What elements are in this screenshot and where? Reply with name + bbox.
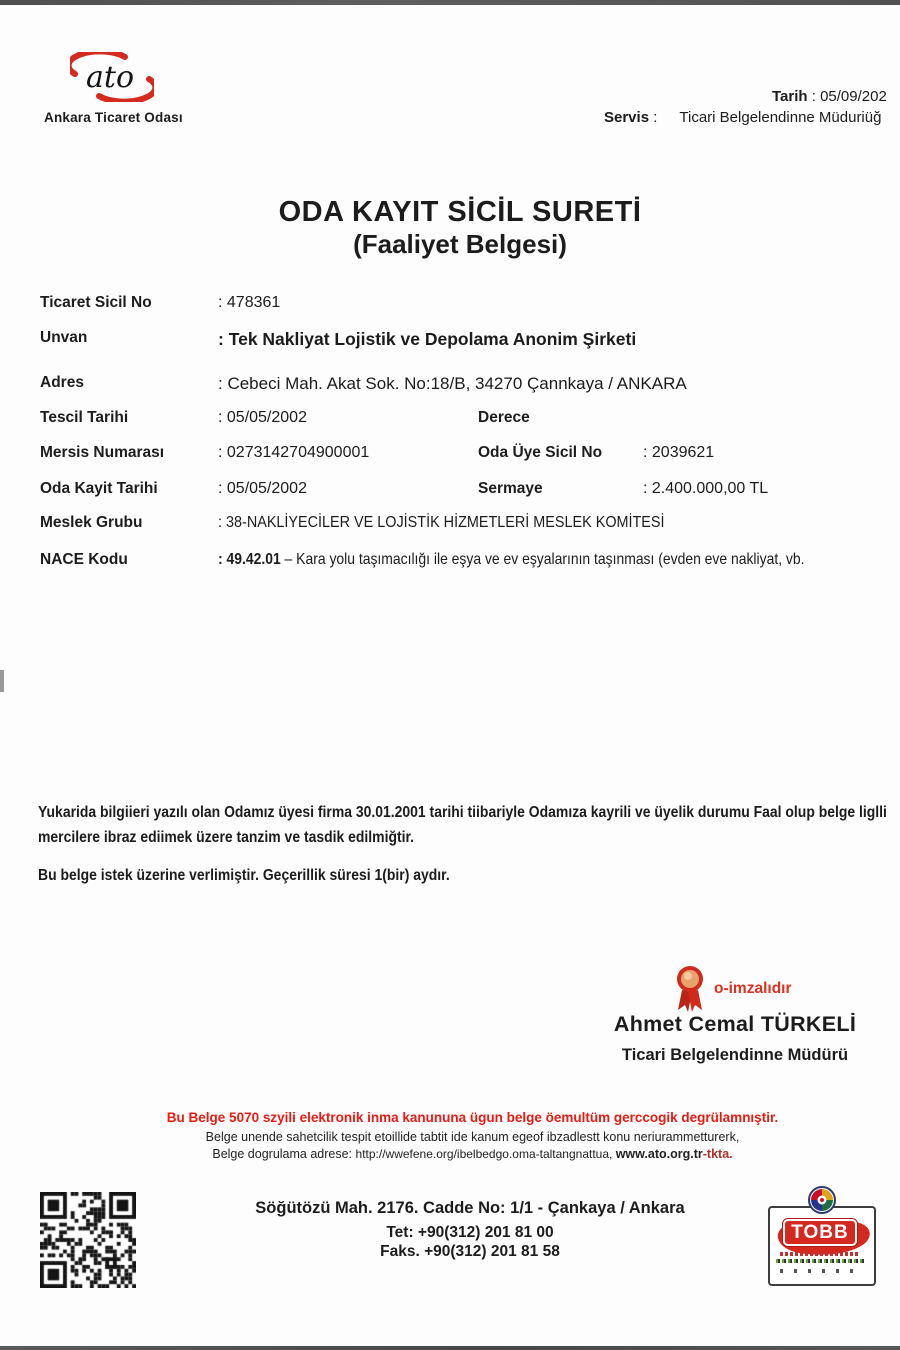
field-label-2: Sermaye bbox=[478, 480, 543, 497]
nace-code: : 49.42.01 bbox=[218, 551, 281, 568]
date-label: Tarih bbox=[772, 88, 808, 105]
signatory-title: Ticari Belgelendinne Müdürü bbox=[621, 1046, 849, 1064]
field-label: NACE Kodu bbox=[40, 551, 128, 568]
red-ribbon-seal-icon bbox=[672, 964, 708, 1014]
qr-code bbox=[40, 1192, 136, 1288]
field-label: Unvan bbox=[40, 329, 88, 346]
field-label-2: Oda Üye Sicil No bbox=[478, 444, 603, 461]
field-label: Adres bbox=[40, 374, 84, 391]
ato-logo-text: ato bbox=[86, 60, 135, 95]
field-value: : 38-NAKLİYECİLER VE LOJİSTİK HİZMETLERİ MESLEK KOMİTESİ bbox=[218, 514, 665, 531]
service-value: Ticari Belgelendinne Müduriüğ bbox=[679, 109, 882, 126]
field-row-tescil-tarihi bbox=[0, 409, 900, 433]
service-line bbox=[604, 109, 881, 126]
field-label: Oda Kayit Tarihi bbox=[40, 480, 158, 497]
document-title: ODA KAYIT SİCİL SURETİ bbox=[278, 196, 642, 228]
verification-prefix: Belge dogrulama adrese: bbox=[212, 1147, 356, 1161]
footer-fax: Faks. +90(312) 201 81 58 bbox=[380, 1243, 560, 1260]
disclaimer-line-2: Belge unende sahetcilik tespit etoillide tabtit ide kanum egeof ibzadlestt konu neriurammetturerk, bbox=[205, 1130, 740, 1144]
nace-description: – Kara yolu taşımacılığı ile eşya ve ev eşyalarının taşınması (evden eve nakliyat, vb. bbox=[280, 551, 805, 568]
field-row-oda-kayit-tarihi bbox=[0, 480, 900, 504]
field-value: : 478361 bbox=[218, 294, 281, 311]
field-value-2: : 2.400.000,00 TL bbox=[643, 480, 769, 497]
field-row-meslek-grubu bbox=[0, 514, 900, 538]
field-row-nace-kodu bbox=[0, 551, 900, 575]
scan-bottom-edge-bar bbox=[0, 1346, 900, 1350]
e-signature-label: o-imzalıdır bbox=[714, 980, 792, 997]
verification-tail: -tkta. bbox=[702, 1147, 733, 1161]
tobb-emblem-icon bbox=[808, 1186, 836, 1214]
document-subtitle: (Faaliyet Belgesi) bbox=[353, 229, 567, 259]
service-label: Servis bbox=[604, 109, 650, 126]
field-value: : Tek Nakliyat Lojistik ve Depolama Anonim Şirketi bbox=[218, 329, 637, 349]
scan-left-edge-artifact bbox=[0, 670, 4, 692]
tobb-wordmark: TOBB bbox=[783, 1219, 857, 1246]
disclaimer-red-line: Bu Belge 5070 szyili elektronik inma kanununa ügun belge öemultüm gerccogik degrülamnıştir. bbox=[166, 1110, 779, 1125]
logo-subtitle: Ankara Ticaret Odası bbox=[44, 110, 183, 125]
ato-website-text: www.ato.org.tr bbox=[615, 1147, 703, 1161]
field-label: Meslek Grubu bbox=[40, 514, 143, 531]
ato-logo-icon bbox=[70, 52, 154, 102]
tobb-logo bbox=[766, 1186, 878, 1292]
field-value: : 0273142704900001 bbox=[218, 444, 370, 461]
disclaimer-line-3 bbox=[0, 1147, 900, 1161]
field-row-mersis bbox=[0, 444, 900, 468]
tobb-small-text-line-1 bbox=[780, 1252, 860, 1256]
tobb-small-text-line-2 bbox=[776, 1259, 864, 1263]
field-value: : Cebeci Mah. Akat Sok. No:18/B, 34270 Çannkaya / ANKARA bbox=[218, 374, 687, 393]
date-line bbox=[772, 88, 887, 105]
date-value: : 05/09/202 bbox=[807, 88, 887, 105]
body-paragraph-1: Yukarida bilgiieri yazılı olan Odamız üyesi firma 30.01.2001 tarihi tiibariyle Odamıza kayrili ve üyelik durumu Faal olup belge liglli mercilere ibraz ediimek üzere tanzim ve tasdik edilmiğtir. bbox=[38, 804, 887, 846]
signatory-name: Ahmet Cemal TÜRKELİ bbox=[613, 1012, 857, 1036]
scan-top-edge-bar bbox=[0, 0, 900, 5]
field-value-2: : 2039621 bbox=[643, 444, 715, 461]
field-row-unvan bbox=[0, 329, 900, 353]
field-row-adres bbox=[0, 374, 900, 398]
footer-address: Söğütözü Mah. 2176. Cadde No: 1/1 - Çankaya / Ankara bbox=[255, 1199, 685, 1217]
field-label: Mersis Numarası bbox=[40, 444, 165, 461]
verification-url: http://wwefene.org/ibelbedgo.oma-taltangnattua, bbox=[355, 1147, 616, 1161]
field-label-2: Derece bbox=[478, 409, 530, 426]
footer-phone: Tet: +90(312) 201 81 00 bbox=[386, 1224, 554, 1241]
field-value: : 05/05/2002 bbox=[218, 409, 307, 426]
field-value: : 05/05/2002 bbox=[218, 480, 307, 497]
field-label: Ticaret Sicil No bbox=[40, 294, 152, 311]
field-row-ticaret-sicil-no bbox=[0, 294, 900, 318]
field-label: Tescil Tarihi bbox=[40, 409, 129, 426]
service-colon: : bbox=[649, 109, 658, 126]
tobb-dots-row bbox=[780, 1269, 860, 1273]
body-paragraph-2: Bu belge istek üzerine verlimiştir. Geçerillik süresi 1(bir) aydır. bbox=[38, 867, 450, 884]
